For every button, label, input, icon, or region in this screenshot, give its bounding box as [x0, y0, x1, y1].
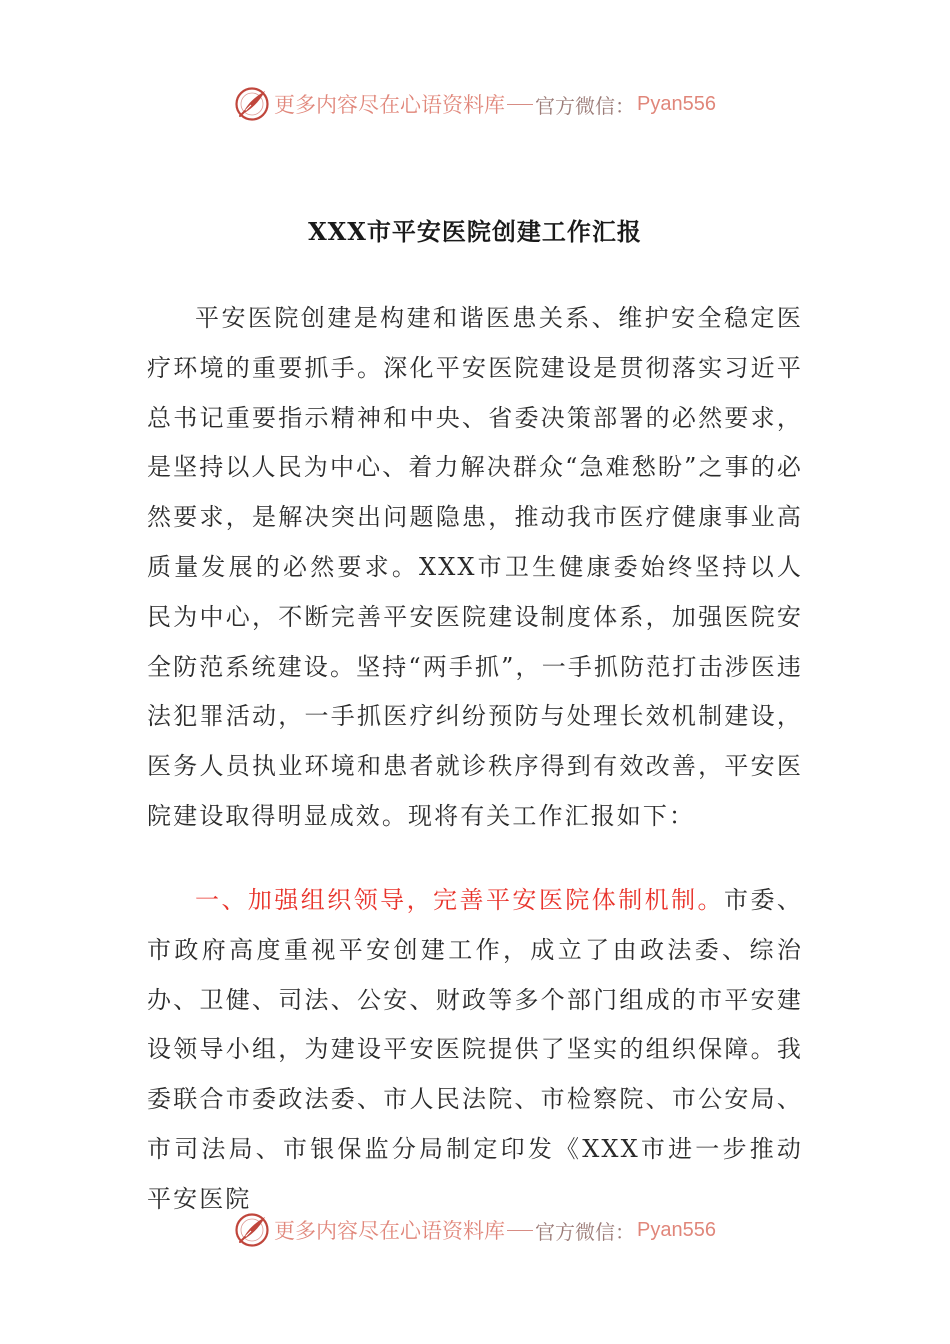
watermark-wechat-id: Pyan556 — [637, 92, 716, 115]
watermark-wechat-id: Pyan556 — [637, 1218, 716, 1241]
watermark-wechat-label: 官方微信： — [535, 1219, 636, 1244]
watermark-dash — [507, 104, 533, 105]
document-title: XXX市平安医院创建工作汇报 — [308, 217, 642, 246]
header-watermark — [0, 82, 950, 126]
watermark-text: 更多内容尽在心语资料库 — [274, 93, 506, 117]
intro-paragraph-block — [147, 294, 803, 842]
footer-watermark — [0, 1208, 950, 1252]
section-1-block — [147, 876, 803, 1225]
quill-logo-icon — [234, 1212, 270, 1248]
watermark-wechat-label: 官方微信： — [535, 93, 636, 118]
intro-paragraph: 平安医院创建是构建和谐医患关系、维护安全稳定医疗环境的重要抓手。深化平安医院建设是贯彻落实习近平总书记重要指示精神和中央、省委决策部署的必然要求，是坚持以人民为中心、着力解决群众“急难愁盼”之事的必然要求，是解决突出问题隐患，推动我市医疗健康事业高质量发展的必然要求。XXX市卫生健康委始终坚持以人民为中心，不断完善平安医院建设制度体系，加强医院安全防范系统建设。坚持“两手抓”，一手抓防范打击涉医违法犯罪活动，一手抓医疗纠纷预防与处理长效机制建设，医务人员执业环境和患者就诊秩序得到有效改善，平安医院建设取得明显成效。现将有关工作汇报如下： — [147, 304, 803, 830]
section-1-heading: 一、加强组织领导，完善平安医院体制机制。 — [195, 886, 724, 914]
watermark-text: 更多内容尽在心语资料库 — [274, 1219, 506, 1243]
quill-logo-icon — [234, 86, 270, 122]
watermark-dash — [507, 1230, 533, 1231]
section-1-paragraph — [147, 876, 803, 1225]
section-1-body: 市委、市政府高度重视平安创建工作，成立了由政法委、综治办、卫健、司法、公安、财政等多个部门组成的市平安建设领导小组，为建设平安医院提供了坚实的组织保障。我委联合市委政法委、市人民法院、市检察院、市公安局、市司法局、市银保监分局制定印发《XXX市进一步推动平安医院 — [147, 886, 803, 1213]
